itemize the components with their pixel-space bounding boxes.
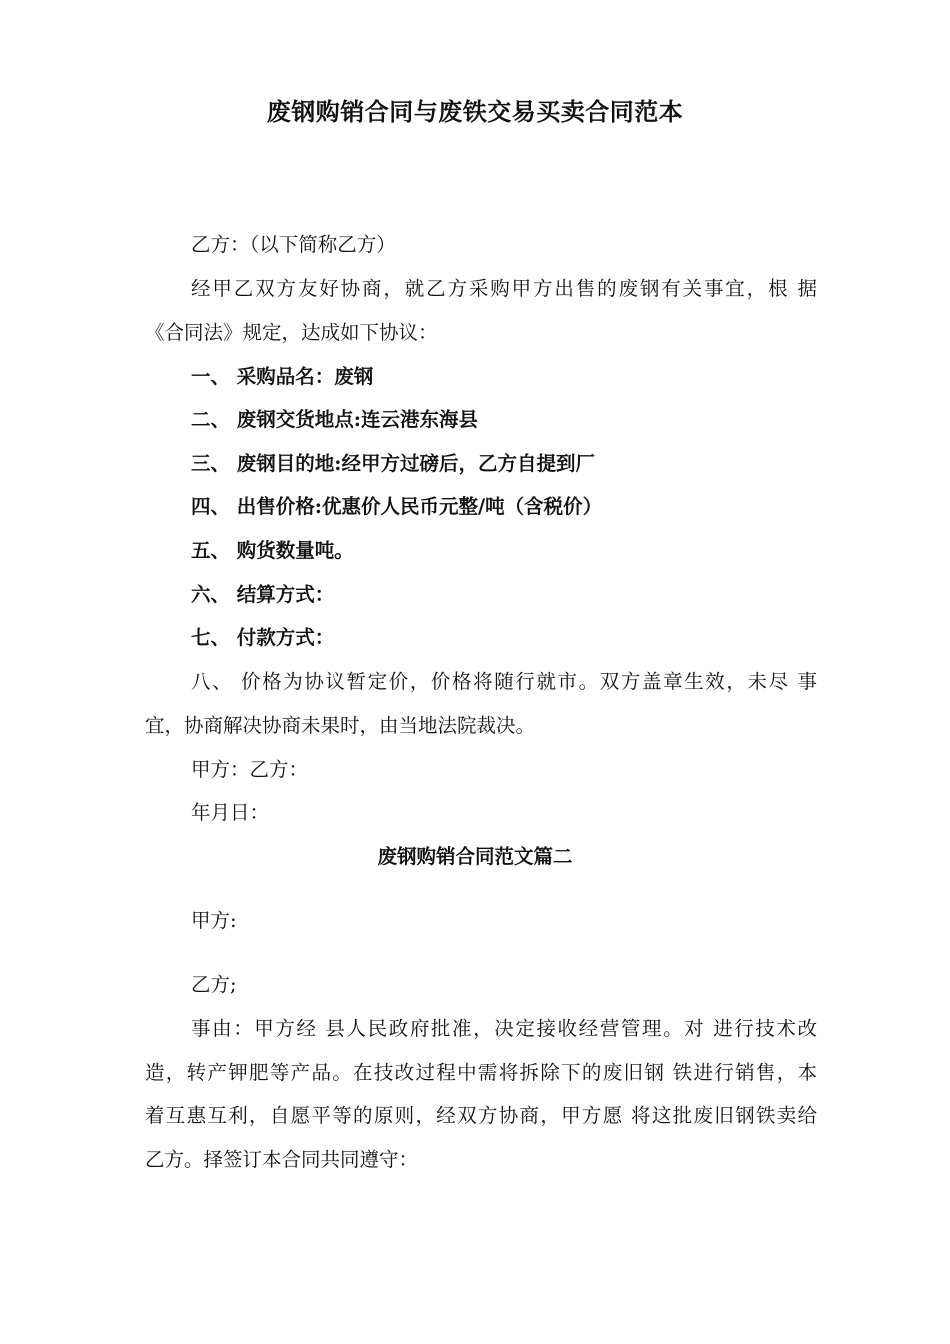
clause-8-line-2: 宜，协商解决协商未果时，由当地法院裁决。	[145, 714, 536, 737]
clause-6: 六、 结算方式：	[191, 583, 335, 606]
section-2-title: 废钢购销合同范文篇二	[377, 845, 573, 868]
preamble-line-1: 经甲乙双方友好协商，就乙方采购甲方出售的废钢有关事宜，根 据	[191, 277, 817, 300]
reason-line-3: 着互惠互利，自愿平等的原则，经双方协商，甲方愿 将这批废旧钢铁卖给	[145, 1104, 817, 1127]
clause-1: 一、 采购品名：废钢	[191, 365, 374, 388]
section-2-party-b: 乙方;	[191, 973, 237, 996]
preamble-line-2: 《合同法》规定，达成如下协议：	[145, 321, 438, 344]
clause-2: 二、 废钢交货地点:连云港东海县	[191, 408, 478, 431]
section-2-party-a: 甲方:	[191, 909, 237, 932]
document-title: 废钢购销合同与废铁交易买卖合同范本	[266, 97, 684, 126]
date-line: 年月日：	[191, 801, 270, 824]
clause-5: 五、 购货数量吨。	[191, 539, 354, 562]
reason-line-1: 事由：甲方经 县人民政府批准，决定接收经营管理。对 进行技术改	[191, 1017, 817, 1040]
clause-8-line-1: 八、 价格为协议暂定价，价格将随行就市。双方盖章生效，未尽 事	[191, 670, 817, 693]
clause-4: 四、 出售价格:优惠价人民币元整/吨（含税价）	[191, 495, 603, 518]
clause-7: 七、 付款方式：	[191, 626, 335, 649]
signature-line: 甲方：乙方：	[191, 758, 309, 781]
clause-3: 三、 废钢目的地:经甲方过磅后，乙方自提到厂	[191, 452, 595, 475]
party-b-intro: 乙方：（以下简称乙方）	[191, 233, 396, 256]
reason-line-4: 乙方。择签订本合同共同遵守：	[145, 1148, 419, 1171]
reason-line-2: 造，转产钾肥等产品。在技改过程中需将拆除下的废旧钢 铁进行销售，本	[145, 1061, 817, 1084]
